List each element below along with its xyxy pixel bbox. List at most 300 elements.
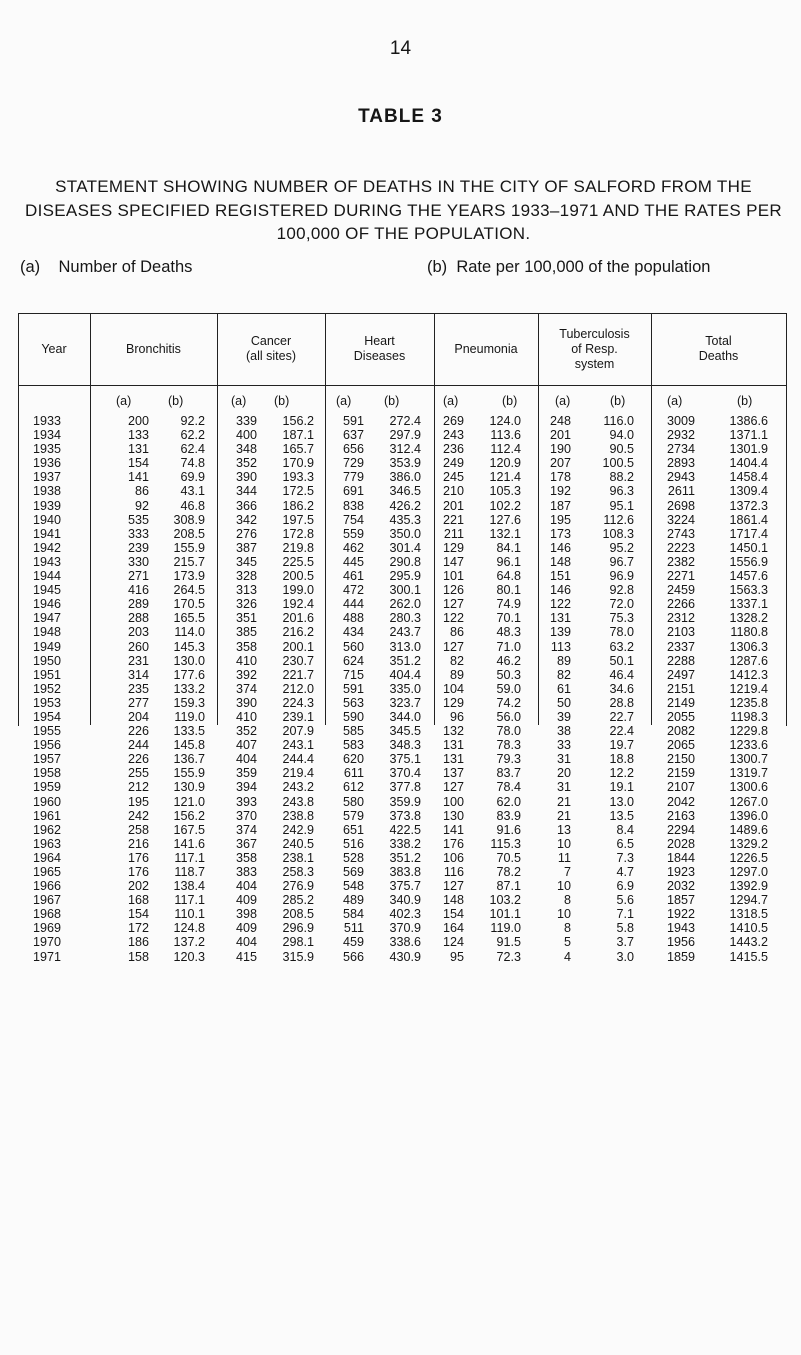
cell-bronchitis-b: 118.7	[174, 865, 205, 879]
cell-cancer-b: 238.1	[282, 850, 314, 865]
table-row	[0, 950, 801, 964]
cell-tuberculosis-b: 108.3	[602, 526, 634, 541]
cell-heart-b: 370.4	[389, 766, 421, 781]
cell-pneumonia-b: 79.3	[496, 752, 521, 767]
column-header-pneumonia: Pneumonia	[454, 341, 518, 356]
table-body	[0, 414, 801, 964]
cell-tuberculosis-b: 94.0	[609, 428, 634, 443]
cell-cancer-b: 192.4	[282, 597, 314, 612]
cell-cancer-b: 200.1	[282, 639, 314, 654]
cell-heart-b: 351.2	[389, 653, 421, 668]
cell-heart-b: 272.4	[389, 414, 421, 428]
cell-heart-b: 290.8	[389, 554, 421, 569]
cell-bronchitis-a: 158	[127, 949, 149, 964]
cell-pneumonia-a: 131	[442, 738, 464, 753]
cell-heart-a: 584	[342, 907, 364, 922]
cell-year: 1941	[32, 526, 61, 541]
table-row	[0, 456, 801, 470]
cell-year: 1940	[32, 512, 61, 527]
cell-tuberculosis-a: 146	[549, 583, 571, 598]
table-row	[0, 640, 801, 654]
cell-bronchitis-b: 156.2	[173, 808, 205, 823]
cell-total-a: 2082	[666, 724, 695, 739]
table-row	[0, 935, 801, 949]
cell-cancer-b: 285.2	[282, 893, 314, 908]
cell-pneumonia-a: 154	[442, 907, 464, 922]
cell-tuberculosis-a: 39	[556, 709, 571, 724]
cell-pneumonia-a: 127	[442, 597, 464, 612]
cell-bronchitis-b: 173.9	[173, 569, 205, 584]
cell-pneumonia-a: 86	[449, 625, 464, 640]
subheader-b: (b)	[384, 394, 400, 408]
table-row	[0, 682, 801, 696]
cell-year: 1958	[32, 766, 61, 781]
cell-pneumonia-b: 62.0	[496, 794, 521, 809]
cell-tuberculosis-b: 95.1	[609, 498, 634, 513]
cell-total-b: 1235.8	[729, 695, 768, 710]
cell-tuberculosis-b: 92.8	[609, 583, 634, 598]
cell-total-b: 1372.3	[729, 498, 768, 513]
cell-bronchitis-a: 314	[127, 667, 149, 682]
cell-tuberculosis-a: 61	[556, 681, 571, 696]
cell-tuberculosis-b: 112.6	[603, 512, 634, 527]
column-header-tuberculosis: Tuberculosis of Resp. system	[559, 326, 630, 371]
cell-tuberculosis-a: 187	[549, 498, 571, 513]
cell-total-a: 2266	[666, 597, 695, 612]
cell-pneumonia-a: 129	[442, 695, 464, 710]
cell-tuberculosis-b: 63.2	[609, 639, 634, 654]
cell-total-b: 1294.7	[729, 893, 768, 908]
cell-total-b: 1489.6	[729, 822, 768, 837]
cell-tuberculosis-a: 10	[556, 836, 571, 851]
cell-cancer-b: 240.5	[282, 836, 314, 851]
cell-heart-a: 462	[342, 540, 364, 555]
cell-cancer-b: 258.3	[282, 865, 314, 879]
column-header-total: Total Deaths	[698, 334, 739, 363]
cell-heart-b: 435.3	[389, 512, 421, 527]
table-row	[0, 569, 801, 583]
cell-bronchitis-a: 277	[127, 695, 149, 710]
cell-tuberculosis-b: 4.7	[616, 865, 634, 879]
cell-cancer-b: 172.5	[282, 484, 314, 499]
cell-bronchitis-b: 130.9	[173, 780, 205, 795]
cell-heart-a: 472	[342, 583, 364, 598]
cell-total-a: 2149	[666, 695, 695, 710]
cell-pneumonia-a: 243	[442, 428, 464, 443]
cell-tuberculosis-b: 7.1	[616, 907, 634, 922]
cell-cancer-a: 339	[235, 414, 257, 428]
table-row	[0, 654, 801, 668]
cell-tuberculosis-a: 201	[549, 428, 571, 443]
cell-cancer-a: 344	[235, 484, 257, 499]
cell-heart-b: 313.0	[389, 639, 421, 654]
cell-bronchitis-a: 416	[127, 583, 149, 598]
cell-heart-a: 656	[342, 442, 364, 457]
table-row	[0, 555, 801, 569]
table-row	[0, 442, 801, 456]
cell-tuberculosis-b: 22.4	[609, 724, 634, 739]
cell-year: 1967	[32, 893, 61, 908]
cell-cancer-a: 342	[235, 512, 257, 527]
table-row	[0, 428, 801, 442]
cell-pneumonia-a: 269	[442, 414, 464, 428]
cell-total-a: 2337	[666, 639, 695, 654]
cell-cancer-a: 358	[235, 850, 257, 865]
cell-cancer-a: 410	[235, 653, 257, 668]
cell-bronchitis-a: 186	[127, 935, 149, 950]
cell-pneumonia-a: 124	[442, 935, 464, 950]
cell-heart-a: 563	[342, 695, 364, 710]
cell-year: 1933	[32, 414, 61, 428]
cell-heart-a: 591	[342, 414, 364, 428]
cell-tuberculosis-b: 3.0	[616, 949, 634, 964]
cell-pneumonia-b: 87.1	[496, 879, 521, 894]
legend-b: (b) Rate per 100,000 of the population	[427, 258, 711, 276]
cell-tuberculosis-a: 82	[556, 667, 571, 682]
cell-bronchitis-a: 133	[127, 428, 149, 443]
cell-bronchitis-a: 212	[127, 780, 149, 795]
cell-year: 1959	[32, 780, 61, 795]
cell-pneumonia-b: 119.0	[490, 921, 521, 936]
cell-cancer-a: 390	[235, 470, 257, 485]
cell-cancer-b: 243.8	[282, 794, 314, 809]
cell-pneumonia-b: 91.5	[496, 935, 521, 950]
cell-tuberculosis-a: 21	[556, 808, 571, 823]
cell-cancer-a: 358	[235, 639, 257, 654]
cell-heart-a: 611	[343, 766, 364, 781]
cell-year: 1963	[32, 836, 61, 851]
cell-heart-a: 434	[342, 625, 364, 640]
subheader-a: (a)	[443, 394, 459, 408]
cell-total-b: 1415.5	[729, 949, 768, 964]
cell-cancer-a: 400	[235, 428, 257, 443]
cell-bronchitis-b: 114.0	[174, 625, 205, 640]
cell-cancer-b: 244.4	[282, 752, 314, 767]
cell-heart-a: 516	[342, 836, 364, 851]
cell-heart-a: 651	[342, 822, 364, 837]
cell-cancer-a: 366	[235, 498, 257, 513]
cell-cancer-a: 276	[235, 526, 257, 541]
cell-cancer-b: 243.1	[282, 738, 314, 753]
cell-pneumonia-b: 84.1	[496, 540, 521, 555]
cell-year: 1945	[32, 583, 61, 598]
cell-year: 1937	[32, 470, 61, 485]
cell-heart-b: 386.0	[389, 470, 421, 485]
cell-bronchitis-b: 133.5	[173, 724, 205, 739]
cell-heart-a: 637	[342, 428, 364, 443]
cell-heart-a: 583	[342, 738, 364, 753]
cell-tuberculosis-a: 31	[556, 752, 571, 767]
cell-tuberculosis-b: 6.9	[616, 879, 634, 894]
cell-bronchitis-b: 120.3	[173, 949, 205, 964]
table-row	[0, 541, 801, 555]
cell-pneumonia-a: 211	[443, 526, 464, 541]
cell-heart-b: 359.9	[389, 794, 421, 809]
cell-pneumonia-a: 82	[449, 653, 464, 668]
cell-cancer-b: 242.9	[282, 822, 314, 837]
cell-bronchitis-a: 288	[127, 611, 149, 626]
cell-cancer-b: 219.8	[282, 540, 314, 555]
cell-pneumonia-b: 132.1	[489, 526, 521, 541]
cell-pneumonia-b: 120.9	[489, 456, 521, 471]
cell-tuberculosis-b: 95.2	[609, 540, 634, 555]
cell-bronchitis-b: 62.4	[180, 442, 205, 457]
table-row	[0, 809, 801, 823]
cell-year: 1964	[32, 850, 61, 865]
cell-heart-b: 404.4	[389, 667, 421, 682]
table-row	[0, 625, 801, 639]
cell-bronchitis-a: 258	[127, 822, 149, 837]
cell-year: 1947	[32, 611, 61, 626]
cell-cancer-b: 221.7	[282, 667, 314, 682]
cell-total-b: 1386.6	[729, 414, 768, 428]
cell-heart-a: 591	[342, 681, 364, 696]
table-row	[0, 879, 801, 893]
cell-pneumonia-a: 96	[449, 709, 464, 724]
cell-total-b: 1233.6	[729, 738, 768, 753]
cell-total-a: 2611	[667, 484, 695, 499]
cell-total-b: 1404.4	[729, 456, 768, 471]
cell-bronchitis-a: 271	[127, 569, 149, 584]
cell-heart-a: 528	[342, 850, 364, 865]
cell-total-a: 2893	[666, 456, 695, 471]
cell-heart-a: 585	[342, 724, 364, 739]
cell-year: 1951	[32, 667, 61, 682]
cell-total-b: 1337.1	[729, 597, 768, 612]
cell-cancer-a: 367	[235, 836, 257, 851]
cell-heart-b: 338.2	[389, 836, 421, 851]
cell-total-b: 1396.0	[729, 808, 768, 823]
cell-cancer-b: 225.5	[282, 554, 314, 569]
cell-tuberculosis-a: 8	[563, 893, 571, 908]
cell-pneumonia-a: 127	[442, 639, 464, 654]
cell-heart-a: 445	[342, 554, 364, 569]
table-row	[0, 766, 801, 780]
table-row	[0, 414, 801, 428]
table-row	[0, 837, 801, 851]
cell-bronchitis-a: 154	[127, 456, 149, 471]
cell-bronchitis-b: 264.5	[173, 583, 205, 598]
cell-bronchitis-b: 159.3	[173, 695, 205, 710]
cell-pneumonia-a: 129	[442, 540, 464, 555]
cell-bronchitis-a: 202	[127, 879, 149, 894]
cell-total-a: 2032	[666, 879, 695, 894]
cell-cancer-a: 383	[235, 865, 257, 879]
cell-bronchitis-a: 260	[127, 639, 149, 654]
cell-total-a: 2943	[666, 470, 695, 485]
table-row	[0, 527, 801, 541]
cell-total-a: 3224	[666, 512, 695, 527]
cell-tuberculosis-a: 89	[556, 653, 571, 668]
cell-total-a: 2065	[666, 738, 695, 753]
cell-heart-b: 430.9	[389, 949, 421, 964]
column-header-year: Year	[41, 341, 67, 356]
cell-year: 1948	[32, 625, 61, 640]
cell-tuberculosis-a: 11	[557, 850, 571, 865]
cell-total-b: 1458.4	[729, 470, 768, 485]
cell-tuberculosis-a: 4	[563, 949, 571, 964]
cell-heart-b: 300.1	[389, 583, 421, 598]
cell-tuberculosis-b: 13.5	[609, 808, 634, 823]
cell-pneumonia-a: 221	[442, 512, 464, 527]
cell-bronchitis-b: 130.0	[173, 653, 205, 668]
cell-total-a: 2294	[666, 822, 695, 837]
cell-total-a: 2382	[666, 554, 695, 569]
cell-year: 1938	[32, 484, 61, 499]
cell-bronchitis-a: 200	[127, 414, 149, 428]
cell-total-a: 2932	[666, 428, 695, 443]
cell-cancer-a: 393	[235, 794, 257, 809]
cell-total-a: 2734	[666, 442, 695, 457]
cell-tuberculosis-a: 10	[556, 879, 571, 894]
cell-heart-b: 344.0	[389, 709, 421, 724]
cell-cancer-b: 165.7	[282, 442, 314, 457]
cell-tuberculosis-b: 90.5	[609, 442, 634, 457]
cell-bronchitis-a: 154	[127, 907, 149, 922]
cell-cancer-a: 387	[235, 540, 257, 555]
cell-heart-b: 262.0	[389, 597, 421, 612]
cell-pneumonia-b: 70.5	[496, 850, 521, 865]
table-row	[0, 823, 801, 837]
cell-cancer-a: 390	[235, 695, 257, 710]
cell-pneumonia-a: 127	[442, 780, 464, 795]
cell-year: 1962	[32, 822, 61, 837]
table-row	[0, 795, 801, 809]
cell-year: 1946	[32, 597, 61, 612]
cell-total-b: 1318.5	[729, 907, 768, 922]
cell-bronchitis-b: 43.1	[180, 484, 205, 499]
cell-year: 1949	[32, 639, 61, 654]
cell-cancer-b: 212.0	[282, 681, 314, 696]
cell-cancer-b: 298.1	[282, 935, 314, 950]
cell-pneumonia-b: 83.7	[496, 766, 521, 781]
cell-tuberculosis-a: 192	[549, 484, 571, 499]
cell-tuberculosis-a: 33	[556, 738, 571, 753]
cell-bronchitis-a: 235	[127, 681, 149, 696]
cell-cancer-a: 415	[235, 949, 257, 964]
cell-tuberculosis-b: 7.3	[616, 850, 634, 865]
cell-total-a: 1844	[666, 850, 695, 865]
cell-cancer-b: 243.2	[282, 780, 314, 795]
cell-total-b: 1457.6	[729, 569, 768, 584]
cell-cancer-b: 238.8	[282, 808, 314, 823]
table-row	[0, 597, 801, 611]
cell-tuberculosis-a: 113	[550, 639, 571, 654]
cell-pneumonia-a: 126	[442, 583, 464, 598]
cell-heart-b: 375.1	[389, 752, 421, 767]
cell-bronchitis-a: 176	[127, 850, 149, 865]
cell-bronchitis-a: 330	[127, 554, 149, 569]
cell-heart-b: 350.0	[389, 526, 421, 541]
cell-cancer-b: 296.9	[282, 921, 314, 936]
subheader-b: (b)	[168, 394, 184, 408]
cell-pneumonia-b: 113.6	[490, 428, 521, 443]
cell-heart-b: 375.7	[389, 879, 421, 894]
cell-tuberculosis-b: 116.0	[603, 414, 634, 428]
cell-total-a: 2055	[666, 709, 695, 724]
cell-year: 1961	[32, 808, 61, 823]
cell-pneumonia-a: 176	[442, 836, 464, 851]
cell-pneumonia-b: 91.6	[496, 822, 521, 837]
cell-heart-b: 402.3	[389, 907, 421, 922]
cell-total-b: 1309.4	[729, 484, 768, 499]
cell-bronchitis-a: 203	[127, 625, 149, 640]
cell-total-b: 1717.4	[729, 526, 768, 541]
cell-tuberculosis-a: 131	[549, 611, 571, 626]
subheader-a: (a)	[231, 394, 247, 408]
cell-bronchitis-a: 195	[127, 794, 149, 809]
cell-total-a: 2150	[666, 752, 695, 767]
table-row	[0, 865, 801, 879]
cell-bronchitis-a: 333	[127, 526, 149, 541]
cell-tuberculosis-b: 34.6	[609, 681, 634, 696]
cell-year: 1954	[32, 709, 61, 724]
cell-cancer-a: 352	[235, 456, 257, 471]
cell-pneumonia-a: 95	[449, 949, 464, 964]
cell-bronchitis-b: 119.0	[174, 709, 205, 724]
cell-pneumonia-a: 201	[442, 498, 464, 513]
cell-tuberculosis-b: 19.7	[609, 738, 634, 753]
cell-heart-b: 338.6	[389, 935, 421, 950]
cell-total-b: 1219.4	[729, 681, 768, 696]
cell-total-b: 1450.1	[729, 540, 768, 555]
cell-cancer-a: 352	[235, 724, 257, 739]
cell-bronchitis-b: 308.9	[173, 512, 205, 527]
cell-heart-b: 297.9	[389, 428, 421, 443]
cell-bronchitis-a: 141	[127, 470, 149, 485]
cell-total-a: 3009	[666, 414, 695, 428]
table-row	[0, 696, 801, 710]
cell-total-a: 2103	[666, 625, 695, 640]
cell-bronchitis-a: 172	[127, 921, 149, 936]
cell-bronchitis-b: 136.7	[173, 752, 205, 767]
table-row	[0, 851, 801, 865]
cell-tuberculosis-a: 207	[549, 456, 571, 471]
cell-tuberculosis-a: 38	[556, 724, 571, 739]
cell-heart-a: 754	[342, 512, 364, 527]
cell-heart-b: 340.9	[389, 893, 421, 908]
cell-total-b: 1563.3	[729, 583, 768, 598]
cell-total-b: 1328.2	[729, 611, 768, 626]
cell-tuberculosis-b: 78.0	[609, 625, 634, 640]
cell-cancer-a: 348	[235, 442, 257, 457]
cell-total-b: 1300.6	[729, 780, 768, 795]
cell-pneumonia-b: 115.3	[490, 836, 521, 851]
cell-pneumonia-a: 100	[442, 794, 464, 809]
cell-total-b: 1392.9	[729, 879, 768, 894]
cell-pneumonia-b: 80.1	[496, 583, 521, 598]
cell-total-b: 1319.7	[729, 766, 768, 781]
cell-heart-b: 373.8	[389, 808, 421, 823]
table-row	[0, 710, 801, 724]
cell-bronchitis-b: 74.8	[180, 456, 205, 471]
cell-total-a: 2151	[666, 681, 695, 696]
cell-year: 1935	[32, 442, 61, 457]
cell-total-b: 1371.1	[729, 428, 768, 443]
cell-cancer-b: 230.7	[282, 653, 314, 668]
cell-heart-a: 511	[343, 921, 364, 936]
cell-cancer-b: 199.0	[282, 583, 314, 598]
cell-bronchitis-b: 110.1	[174, 907, 205, 922]
cell-cancer-b: 219.4	[282, 766, 314, 781]
cell-total-a: 2312	[666, 611, 695, 626]
cell-bronchitis-b: 145.8	[173, 738, 205, 753]
cell-heart-a: 715	[342, 667, 364, 682]
cell-heart-b: 351.2	[389, 850, 421, 865]
cell-total-a: 2497	[666, 667, 695, 682]
table-row	[0, 738, 801, 752]
cell-total-b: 1556.9	[729, 554, 768, 569]
